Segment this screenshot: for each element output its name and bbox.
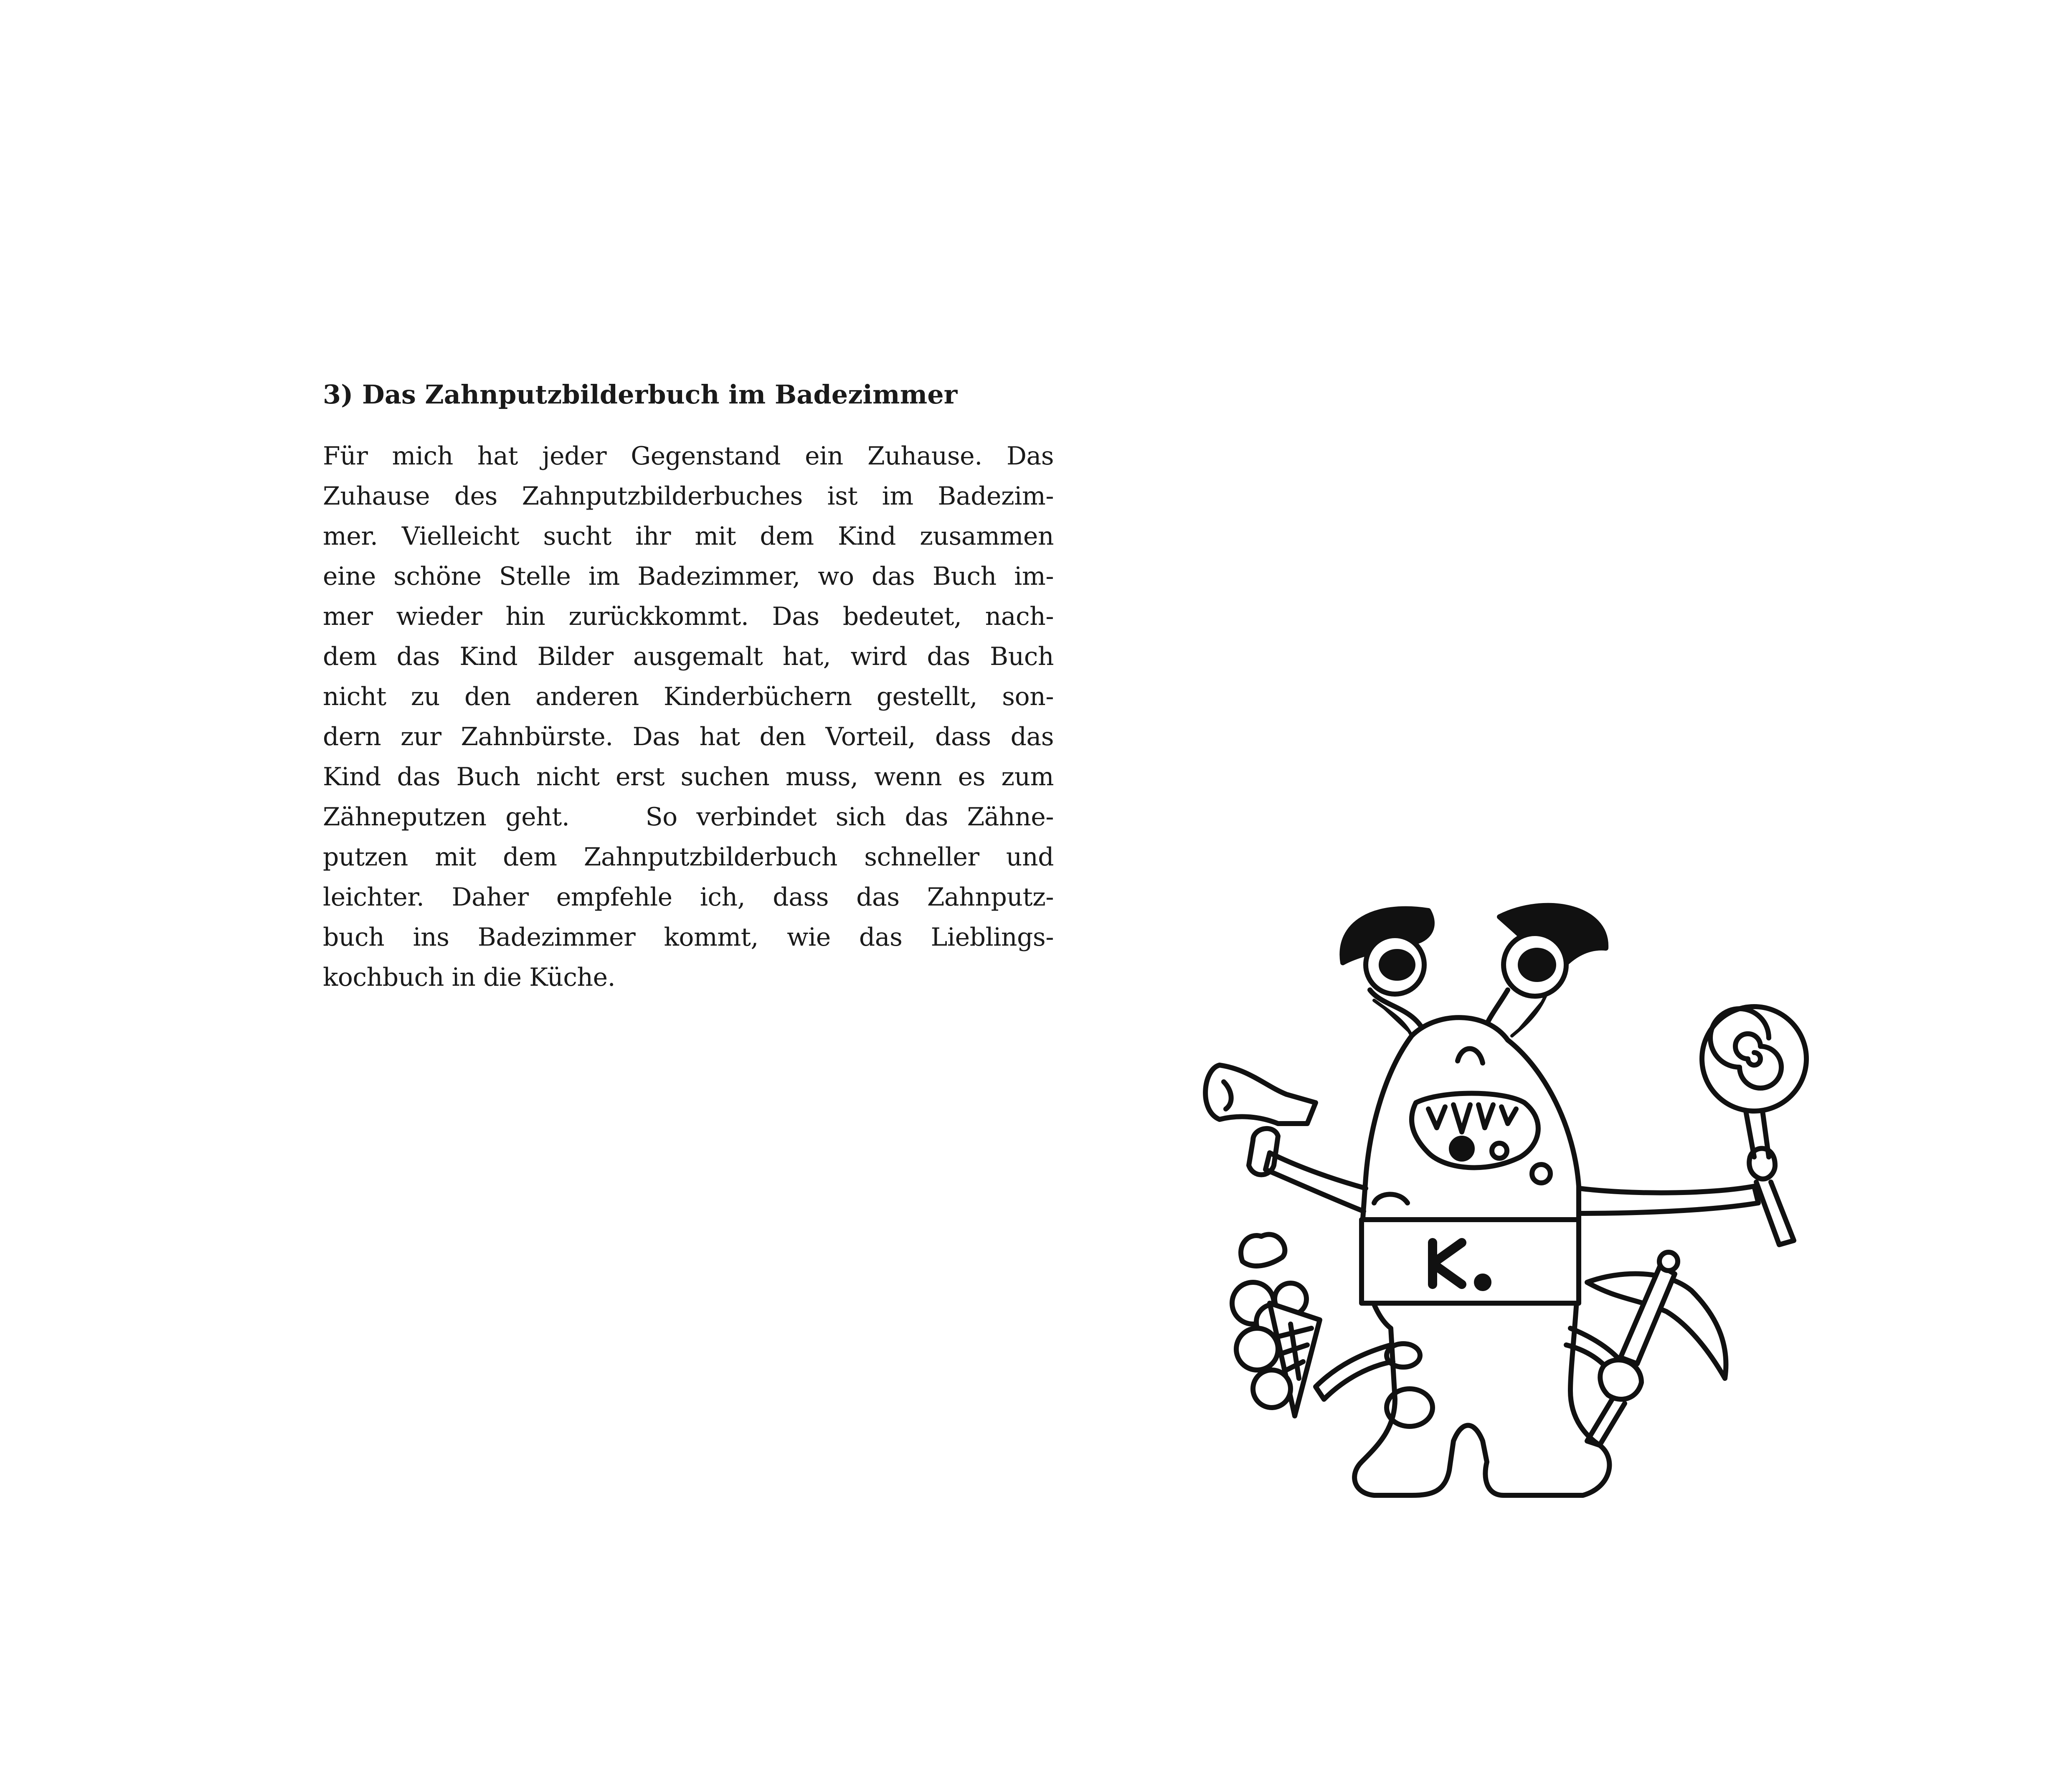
monster-illustration [1190, 890, 1850, 1516]
right-arm [1579, 1186, 1758, 1213]
paragraph-line: mer wieder hin zurückkommt. Das bedeutet, nach- [323, 602, 1054, 631]
mouth [1412, 1094, 1538, 1168]
paragraph-line: mer. Vielleicht sucht ihr mit dem Kind zusammen [323, 522, 1054, 551]
megaphone-icon [1205, 1065, 1316, 1124]
mouth-hole [1451, 1138, 1472, 1159]
paragraph-line: putzen mit dem Zahnputzbilderbuch schneller und [323, 842, 1054, 872]
paragraph-line: kochbuch in die Küche. [323, 963, 616, 992]
section-title: 3) Das Zahnputzbilderbuch im Badezimmer [323, 379, 958, 410]
paragraph-line: leichter. Daher empfehle ich, dass das Zahnputz- [323, 883, 1054, 912]
paragraph-line: nicht zu den anderen Kinderbüchern gestellt, son- [323, 682, 1054, 711]
belt [1362, 1220, 1579, 1303]
ice-cream-icon [1241, 1234, 1285, 1266]
paragraph-line: Kind das Buch nicht erst suchen muss, wenn es zum [323, 762, 1054, 792]
paragraph-line: buch ins Badezimmer kommt, wie das Lieblings- [323, 923, 1054, 952]
paragraph-line: Für mich hat jeder Gegenstand ein Zuhause. Das [323, 441, 1054, 471]
paragraph-line: eine schöne Stelle im Badezimmer, wo das Buch im- [323, 562, 1054, 591]
paragraph-line: Zuhause des Zahnputzbilderbuches ist im Badezim- [323, 482, 1054, 511]
body-paragraph [323, 436, 1054, 997]
paragraph-line: dern zur Zahnbürste. Das hat den Vorteil, dass das [323, 722, 1054, 751]
belt-letter-dot [1476, 1276, 1489, 1289]
right-pupil [1520, 950, 1554, 979]
paragraph-line: dem das Kind Bilder ausgemalt hat, wird das Buch [323, 642, 1054, 671]
left-arm [1266, 1153, 1366, 1211]
left-lower-arm [1316, 1345, 1393, 1399]
left-pupil [1381, 951, 1413, 978]
paragraph-line: Zähneputzen geht. So verbindet sich das Zähne- [323, 802, 1054, 832]
